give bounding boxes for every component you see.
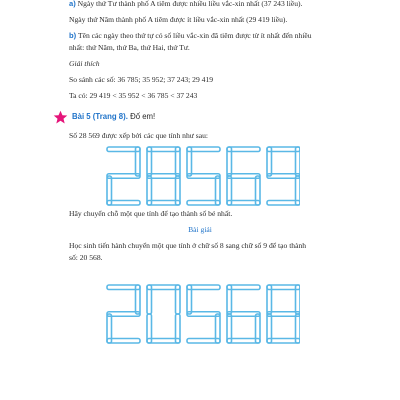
matchstick-segment <box>107 312 140 317</box>
matchstick-segment <box>147 174 180 179</box>
exercise-title: Bài 5 (Trang 8). <box>72 112 128 121</box>
matchstick-digit <box>107 147 140 205</box>
matchstick-segment <box>107 174 140 179</box>
answer-b-text-2: nhất: thứ Năm, thứ Ba, thứ Hai, thứ Tư. <box>69 43 190 52</box>
matchstick-segment <box>267 312 300 317</box>
matchstick-digit <box>267 147 300 205</box>
matchstick-digit <box>187 285 220 343</box>
matchstick-digit <box>227 285 260 343</box>
answer-a-line <box>69 0 302 9</box>
solution-text: Học sinh tiến hành chuyển một que tính ở chữ số 8 sang chữ số 9 để tạo thành <box>69 241 307 250</box>
exercise-task: Hãy chuyển chỗ một que tính để tạo thành số bé nhất. <box>69 209 233 218</box>
matchstick-number-original <box>105 145 300 207</box>
explain-label: Giải thích <box>69 59 100 68</box>
star-icon <box>53 110 68 125</box>
solution-text-2: số: 20 568. <box>69 253 103 262</box>
matchstick-digit <box>227 147 260 205</box>
matchstick-digit <box>147 147 180 205</box>
compare-line: So sánh các số: 36 785; 35 952; 37 243; 29 419 <box>69 75 214 84</box>
answer-a-text-2: Ngày thứ Năm thành phố A tiêm được ít liều vắc-xin nhất (29 419 liều). <box>69 15 288 24</box>
answer-b-text: Tên các ngày theo thứ tự có số liều vắc-xin đã tiêm được từ ít nhất đến nhiều <box>77 31 312 40</box>
matchstick-segment <box>187 174 220 179</box>
exercise-intro: Số 28 569 được xếp bởi các que tính như sau: <box>69 131 209 140</box>
solution-label: Bài giải <box>188 225 212 234</box>
matchstick-digit <box>267 285 300 343</box>
order-line: Ta có: 29 419 < 35 952 < 36 785 < 37 243 <box>69 91 198 100</box>
matchstick-segment <box>187 312 220 317</box>
matchstick-segment <box>227 174 260 179</box>
answer-a-label: a) <box>69 0 76 8</box>
matchstick-digit <box>147 285 180 343</box>
answer-a-text: Ngày thứ Tư thành phố A tiêm được nhiều liều vắc-xin nhất (37 243 liều). <box>77 0 303 8</box>
matchstick-segment <box>227 312 260 317</box>
exercise-subtitle: Đố em! <box>130 112 156 121</box>
matchstick-segment <box>267 174 300 179</box>
answer-b-label: b) <box>69 31 77 40</box>
matchstick-number-result <box>105 283 300 345</box>
exercise-heading <box>72 112 155 121</box>
matchstick-digit <box>107 285 140 343</box>
answer-b-line <box>69 31 312 41</box>
matchstick-digit <box>187 147 220 205</box>
